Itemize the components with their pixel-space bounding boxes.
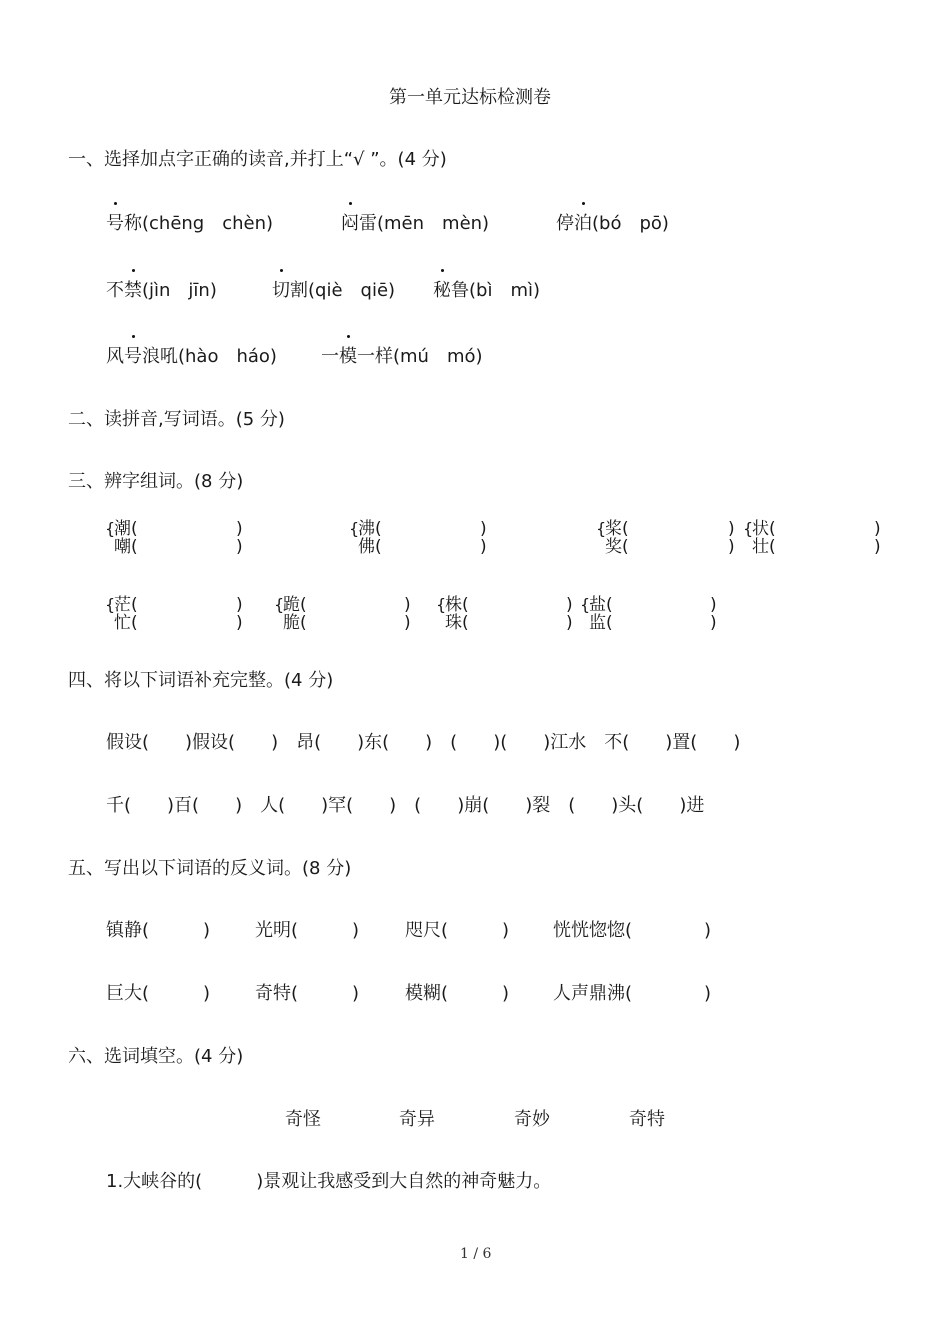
brace-icon: {: [596, 519, 607, 538]
char-pair: { 跪( ) 脆( ): [274, 595, 411, 633]
char-pair: { 盐( ) 监( ): [580, 595, 717, 633]
brace-icon: {: [436, 595, 447, 614]
antonym-item: 人声鼎沸( ): [553, 983, 712, 1004]
dotted-char: 切: [272, 280, 290, 301]
pinyin-item: 号称(chēng chèn): [106, 213, 274, 234]
pinyin-item: 闷雷(mēn mèn): [341, 213, 490, 234]
dotted-char: 泊: [574, 213, 592, 234]
word-choice: 奇怪: [285, 1109, 321, 1130]
idiom-line: 假设( )假设( ) 昂( )东( ) ( )( )江水 不( )置( ): [106, 732, 741, 753]
idiom-line: 千( )百( ) 人( )罕( ) ( )崩( )裂 ( )头( )进: [106, 795, 705, 816]
word-choice: 奇异: [399, 1109, 435, 1130]
dotted-char: 秘: [433, 280, 451, 301]
antonym-item: 光明( ): [255, 920, 360, 941]
pinyin-item: 停泊(bó pō): [556, 213, 669, 234]
question-1: 1.大峡谷的( )景观让我感受到大自然的神奇魅力。: [106, 1171, 552, 1192]
antonym-item: 恍恍惚惚( ): [553, 920, 712, 941]
antonym-item: 模糊( ): [405, 983, 510, 1004]
dotted-char: 号: [106, 213, 124, 234]
section-1-heading: 一、选择加点字正确的读音,并打上“√ ”。(4 分): [68, 149, 447, 170]
section-5-heading: 五、写出以下词语的反义词。(8 分): [68, 858, 352, 879]
brace-icon: {: [349, 519, 360, 538]
page-number: 1 / 6: [460, 1246, 492, 1262]
dotted-char: 号: [124, 346, 142, 367]
pinyin-item: 一模一样(mú mó): [321, 346, 483, 367]
char-pair: { 潮( ) 嘲( ): [105, 519, 243, 557]
char-pair: { 茫( ) 忙( ): [105, 595, 243, 633]
word-choice: 奇特: [629, 1109, 665, 1130]
brace-icon: {: [743, 519, 754, 538]
dotted-char: 模: [339, 346, 357, 367]
pinyin-item: 风号浪吼(hào háo): [106, 346, 277, 367]
section-3-heading: 三、辨字组词。(8 分): [68, 471, 244, 492]
antonym-item: 镇静( ): [106, 920, 211, 941]
brace-icon: {: [274, 595, 285, 614]
word-choice: 奇妙: [514, 1109, 550, 1130]
antonym-item: 咫尺( ): [405, 920, 510, 941]
char-pair: { 株( ) 珠( ): [436, 595, 573, 633]
char-pair: { 状( ) 壮( ): [743, 519, 881, 557]
pinyin-item: 切割(qiè qiē): [272, 280, 396, 301]
section-2-heading: 二、读拼音,写词语。(5 分): [68, 409, 285, 430]
dotted-char: 禁: [124, 280, 142, 301]
section-4-heading: 四、将以下词语补充完整。(4 分): [68, 670, 334, 691]
char-pair: { 沸( ) 佛( ): [349, 519, 487, 557]
brace-icon: {: [105, 595, 116, 614]
brace-icon: {: [580, 595, 591, 614]
dotted-char: 闷: [341, 213, 359, 234]
pinyin-item: 不禁(jìn jīn): [106, 280, 217, 301]
pinyin-item: 秘鲁(bì mì): [433, 280, 541, 301]
antonym-item: 巨大( ): [106, 983, 211, 1004]
page-title: 第一单元达标检测卷: [389, 87, 551, 108]
antonym-item: 奇特( ): [255, 983, 360, 1004]
brace-icon: {: [105, 519, 116, 538]
section-6-heading: 六、选词填空。(4 分): [68, 1046, 244, 1067]
char-pair: { 桨( ) 奖( ): [596, 519, 735, 557]
